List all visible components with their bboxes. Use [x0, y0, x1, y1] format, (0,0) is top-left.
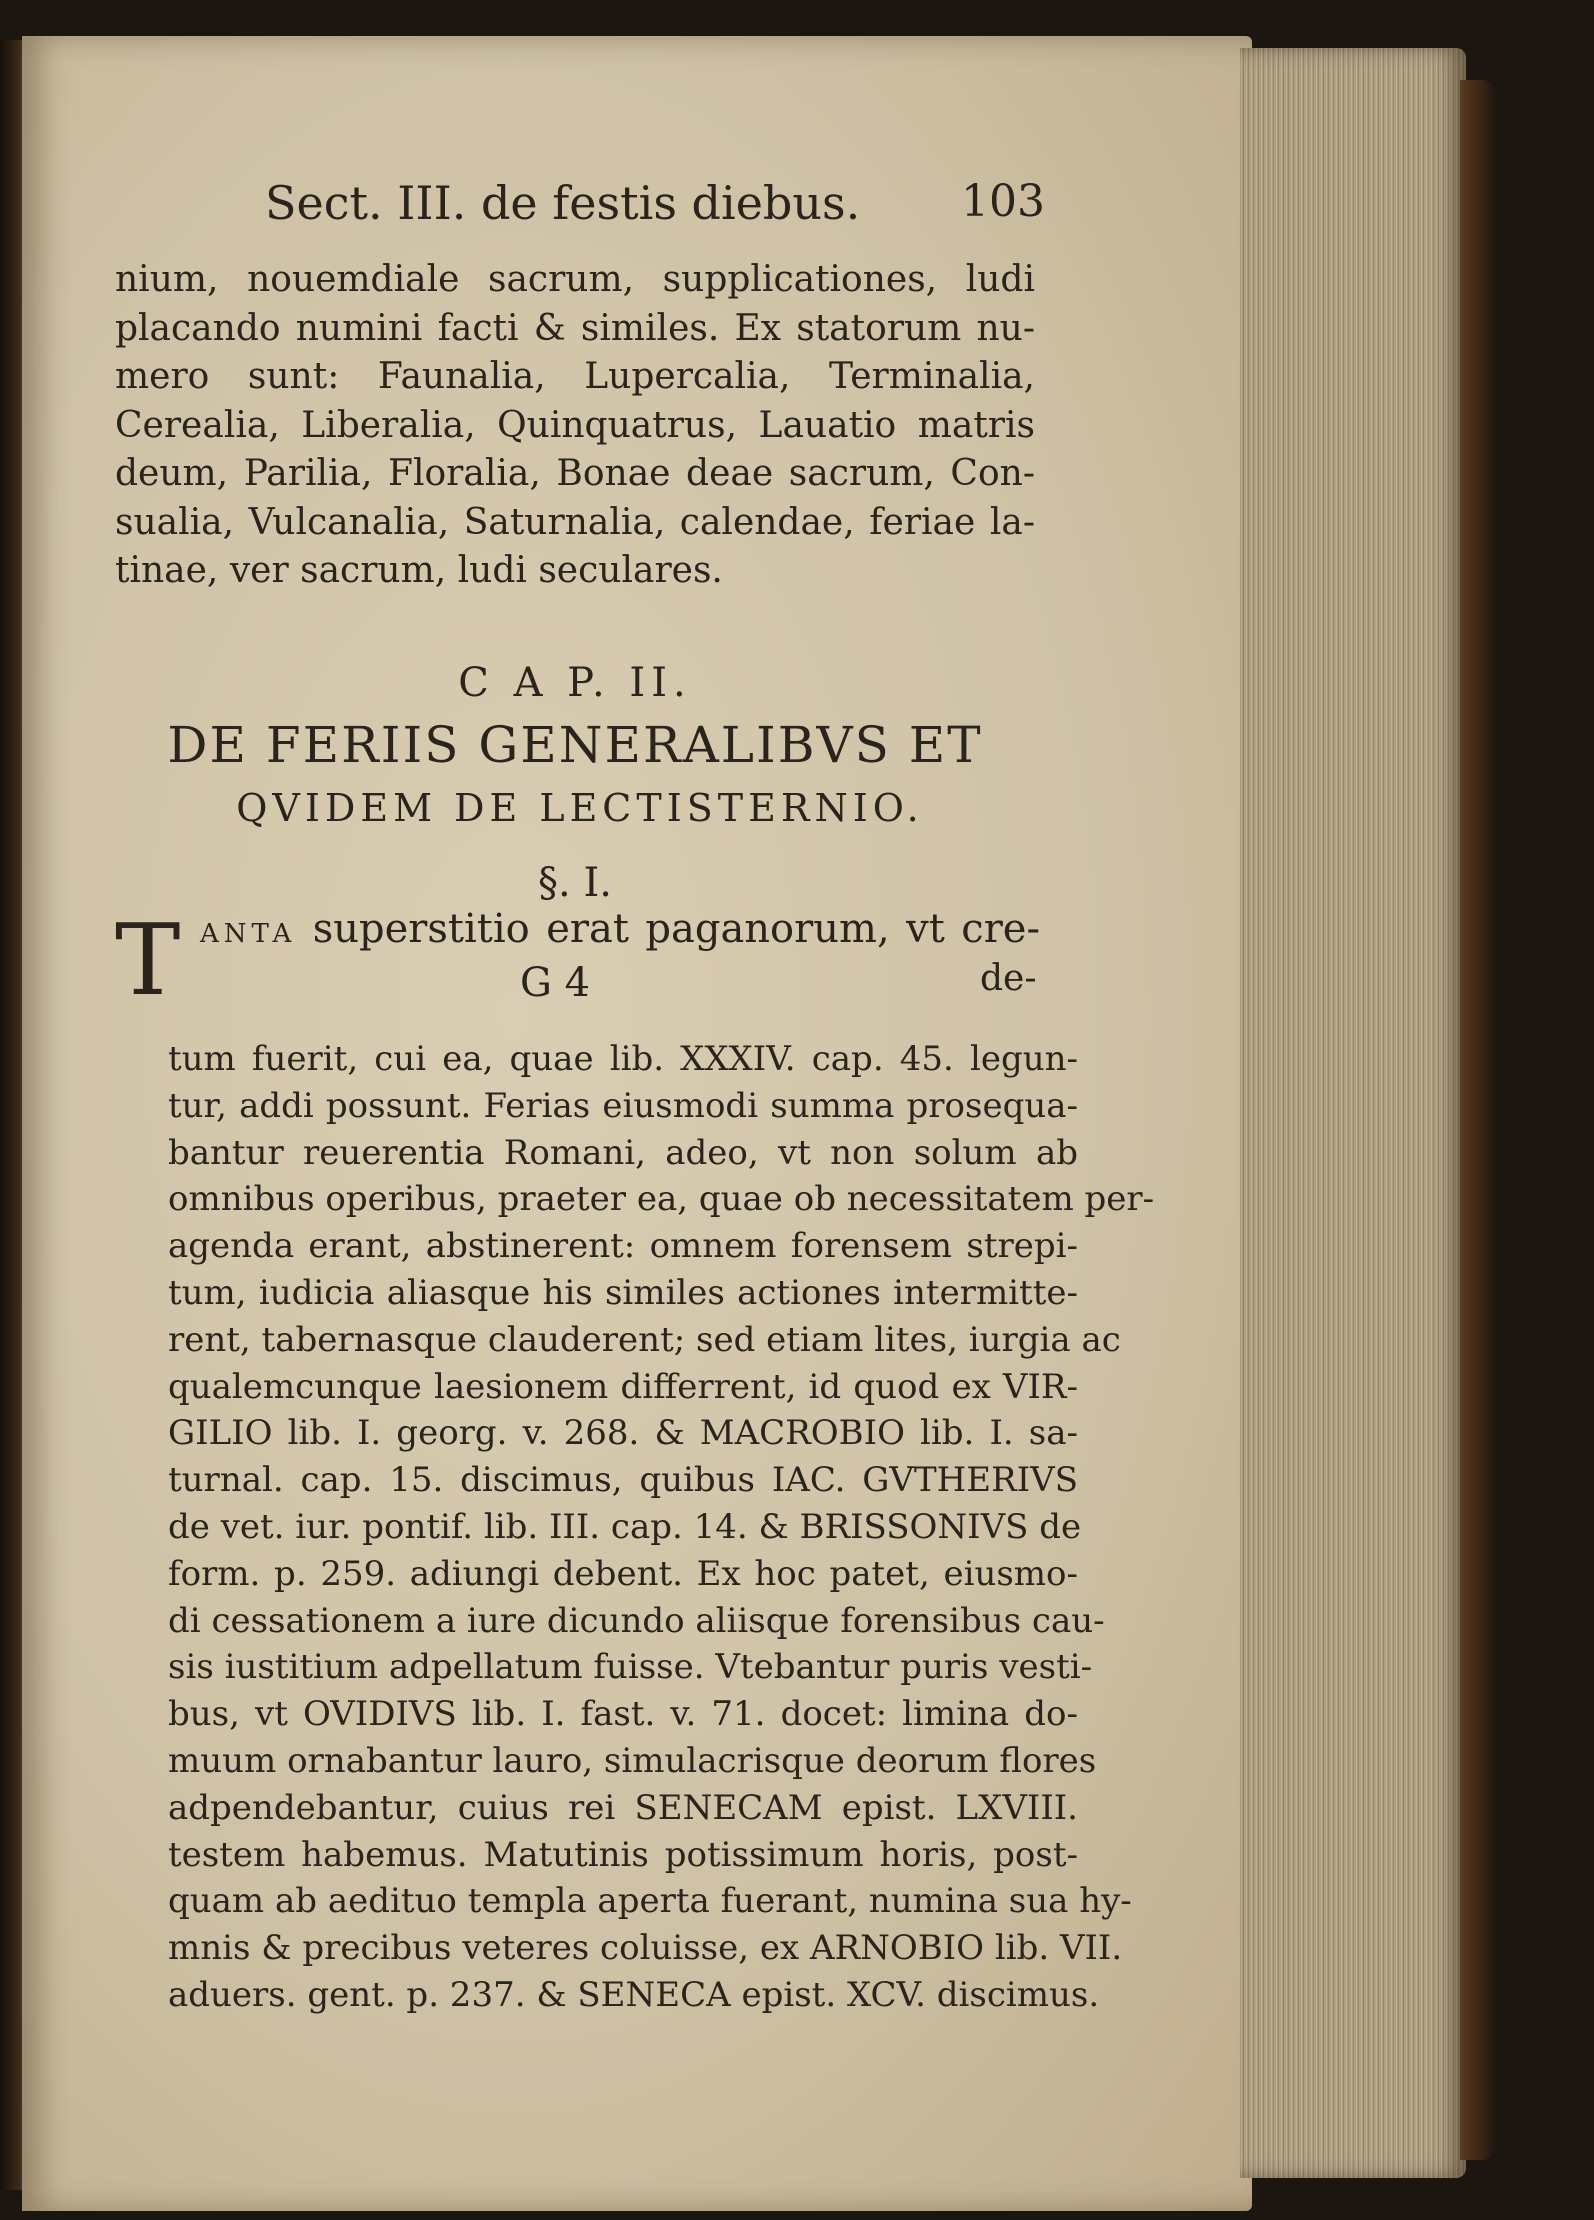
text-line: sualia, Vulcanalia, Saturnalia, calendae, feriae la-: [115, 501, 1035, 543]
paragraph-continued: [115, 256, 1035, 596]
text-line: bantur reuerentia Romani, adeo, vt non solum ab: [168, 1132, 1078, 1173]
text-line: muum ornabantur lauro, simulacrisque deorum flores: [168, 1740, 1097, 1781]
text-line: turnal. cap. 15. discimus, quibus IAC. GVTHERIVS: [168, 1460, 1078, 1501]
text-line: aduers. gent. p. 237. & SENECA epist. XCV. discimus.: [168, 1974, 1100, 2015]
text-line: quam ab aedituo templa aperta fuerant, numina sua hy-: [168, 1881, 1132, 1922]
text-line: tinae, ver sacrum, ludi seculares.: [115, 550, 723, 591]
text-line: omnibus operibus, praeter ea, quae ob necessitatem per-: [168, 1179, 1155, 1220]
chapter-label: C A P. II.: [458, 660, 692, 706]
text-line: placando numini facti & similes. Ex statorum nu-: [115, 307, 1035, 349]
catchword: de-: [980, 958, 1037, 999]
running-header: [115, 176, 1045, 246]
text-line: di cessationem a iure dicundo aliisque forensibus cau-: [168, 1600, 1105, 1641]
text-line: form. p. 259. adiungi debent. Ex hoc patet, eiusmo-: [168, 1553, 1078, 1594]
page-number: 103: [961, 176, 1045, 227]
section-mark: §. I.: [538, 860, 612, 906]
book-cover-edge: [1460, 80, 1496, 2160]
smallcaps-word: ANTA: [200, 919, 297, 949]
chapter-heading-line1: DE FERIIS GENERALIBVS ET: [167, 716, 983, 774]
text-line: nium, nouemdiale sacrum, supplicationes, ludi: [115, 259, 1035, 300]
page-block-edges: [1240, 48, 1466, 2178]
text-line: bus, vt OVIDIVS lib. I. fast. v. 71. docet: limina do-: [168, 1694, 1078, 1735]
text-line: Cerealia, Liberalia, Quinquatrus, Lauatio matris: [115, 404, 1035, 446]
text-line: sis iustitium adpellatum fuisse. Vtebantur puris vesti-: [168, 1647, 1093, 1688]
drop-capital: T: [115, 904, 181, 1018]
text-line: tum, iudicia aliasque his similes actiones intermitte-: [168, 1272, 1078, 1313]
text-line: tum fuerit, cui ea, quae lib. XXXIV. cap. 45. legun-: [168, 1039, 1078, 1079]
text-line: agenda erant, abstinerent: omnem forensem strepi-: [168, 1226, 1078, 1267]
text-line: mnis & precibus veteres coluisse, ex ARNOBIO lib. VII.: [168, 1928, 1123, 1969]
running-title: Sect. III. de festis diebus.: [265, 176, 861, 230]
text-line: testem habemus. Matutinis potissimum horis, post-: [168, 1834, 1078, 1875]
paragraph-main: [168, 1036, 1155, 2019]
text-line: deum, Parilia, Floralia, Bonae deae sacrum, Con-: [115, 453, 1035, 494]
text-line: de vet. iur. pontif. lib. III. cap. 14. & BRISSONIVS de: [168, 1506, 1082, 1547]
signature-mark: G 4: [520, 960, 591, 1006]
first-line: [200, 906, 1040, 952]
text-line: tur, addi possunt. Ferias eiusmodi summa prosequa-: [168, 1085, 1078, 1126]
chapter-heading-line2: QVIDEM DE LECTISTERNIO.: [236, 786, 924, 830]
text-line: rent, tabernasque clauderent; sed etiam lites, iurgia ac: [168, 1319, 1121, 1360]
text-line: qualemcunque laesionem differrent, id quod ex VIR-: [168, 1366, 1078, 1407]
first-line-text: superstitio erat paganorum, vt cre-: [296, 906, 1040, 952]
text-line: GILIO lib. I. georg. v. 268. & MACROBIO lib. I. sa-: [168, 1413, 1078, 1454]
text-line: mero sunt: Faunalia, Lupercalia, Terminalia,: [115, 356, 1035, 397]
text-line: adpendebantur, cuius rei SENECAM epist. LXVIII.: [168, 1787, 1078, 1828]
